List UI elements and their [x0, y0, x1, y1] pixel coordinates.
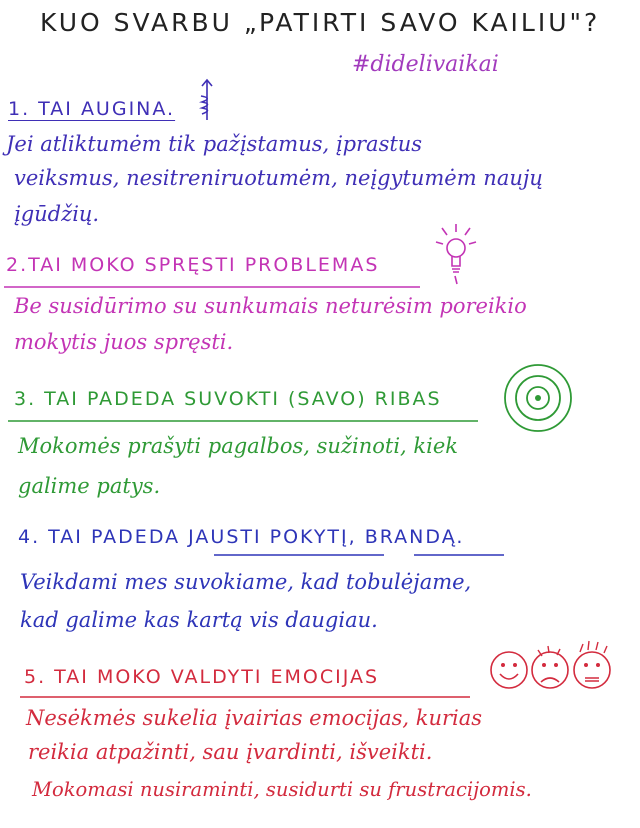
section-5-line-1: Nesėkmės sukelia įvairias emocijas, kurias [26, 706, 483, 730]
section-4-line-1: Veikdami mes suvokiame, kad tobulėjame, [20, 570, 472, 594]
section-2-underline [4, 284, 420, 290]
section-5-line-2: reikia atpažinti, sau įvardinti, išveikti. [28, 740, 433, 764]
section-3-heading: 3. TAI PADEDA SUVOKTI (SAVO) RIBAS [14, 388, 442, 410]
section-3-line-1: Mokomės prašyti pagalbos, sužinoti, kiek [18, 434, 458, 458]
section-5-line-3: Mokomasi nusiraminti, susidurti su frustracijomis. [32, 778, 532, 801]
section-1-line-2: veiksmus, nesitreniruotumėm, neįgytumėm naujų [14, 166, 543, 190]
section-2-line-2: mokytis juos spręsti. [14, 330, 234, 354]
section-1-line-1: Jei atliktumėm tik pažįstamus, įprastus [6, 132, 423, 156]
section-4-underline [214, 552, 514, 558]
section-3-underline [8, 418, 478, 424]
section-1-line-3: įgūdžių. [14, 202, 100, 226]
lightbulb-icon [434, 218, 478, 288]
target-icon [502, 362, 574, 434]
spring-growth-icon [196, 78, 218, 122]
section-5-underline [20, 694, 470, 700]
section-4-heading: 4. TAI PADEDA JAUSTI POKYTĮ, BRANDĄ. [18, 526, 465, 548]
emotion-faces-icon [488, 636, 618, 698]
section-4-line-2: kad galime kas kartą vis daugiau. [20, 608, 378, 632]
section-1-heading: 1. TAI AUGINA. [8, 98, 176, 120]
section-5-heading: 5. TAI MOKO VALDYTI EMOCIJAS [24, 666, 380, 688]
page-title: KUO SVARBU „PATIRTI SAVO KAILIU"? [40, 8, 601, 37]
section-3-line-2: galime patys. [18, 474, 161, 498]
hashtag: #didelivaikai [352, 52, 499, 77]
section-2-line-1: Be susidūrimo su sunkumais neturėsim poreikio [14, 294, 527, 318]
section-2-heading: 2.TAI MOKO SPRĘSTI PROBLEMAS [6, 254, 380, 276]
